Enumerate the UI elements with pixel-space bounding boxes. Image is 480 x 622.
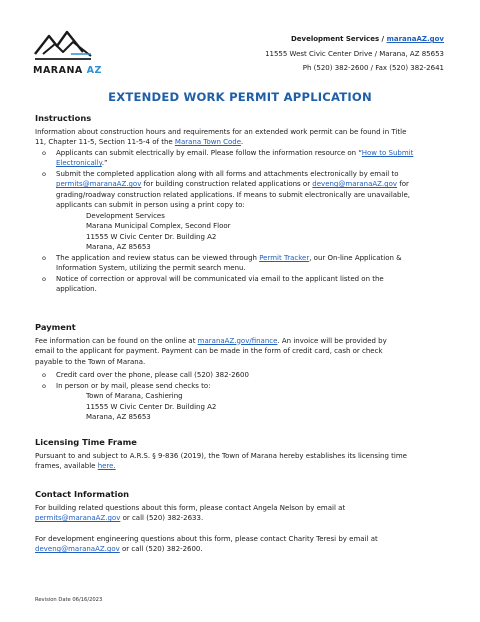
instructions-heading: Instructions [35, 113, 92, 123]
marana-logo [33, 28, 102, 80]
cashiering-address [56, 391, 445, 423]
item-text: Information System, utilizing the permit search menu. [56, 264, 246, 272]
item-text: for [397, 180, 409, 188]
deveng-email-link[interactable]: deveng@maranaAZ.gov [35, 545, 120, 553]
how-to-submit-link-cont[interactable]: Electronically [56, 159, 102, 167]
document-title: EXTENDED WORK PERMIT APPLICATION [108, 90, 372, 104]
licensing-heading: Licensing Time Frame [35, 437, 137, 447]
revision-date: Revision Date 06/16/2023 [35, 597, 103, 603]
dept-line [265, 32, 444, 47]
contact-text: For development engineering questions about this form, please contact Charity Teresi by email at [35, 534, 378, 543]
contact-text: For building related questions about this form, please contact Angela Nelson by email at [35, 503, 346, 512]
payment-section [35, 322, 445, 423]
address-line: 11555 W Civic Center Dr. Building A2 [86, 232, 217, 241]
list-item [35, 253, 445, 274]
item-text-end: .” [101, 159, 108, 167]
item-text: The application and review status can be viewed through [56, 253, 260, 262]
item-text: Credit card over the phone, please call (520) 382-2600 [56, 371, 249, 379]
item-text: Submit the completed application along with all forms and attachments electronically by email to [56, 169, 399, 178]
intro-end: . [241, 138, 244, 146]
bullet-icon: o [42, 371, 46, 379]
here-link[interactable]: here. [97, 462, 116, 470]
address-line: Town of Marana, Cashiering [86, 392, 183, 400]
list-item [35, 274, 445, 295]
contact-text: or call (520) 382-2600. [119, 545, 203, 553]
intro-text: 11, Chapter 11-5, Section 11-5-4 of the [35, 138, 175, 146]
bullet-icon: o [42, 253, 46, 262]
website-link[interactable]: maranaAZ.gov [386, 35, 444, 43]
bullet-icon: o [42, 274, 46, 283]
deveng-email-link[interactable]: deveng@maranaAZ.gov [312, 180, 398, 188]
address-line: Development Services [86, 211, 165, 220]
bullet-icon: o [42, 169, 46, 178]
permits-email-link[interactable]: permits@maranaAZ.gov [35, 514, 121, 522]
item-text: application. [56, 285, 97, 293]
payment-text: payable to the Town of Marana. [35, 357, 146, 366]
contact-heading: Contact Information [35, 489, 130, 499]
licensing-text: frames, available [35, 462, 98, 470]
bullet-icon: o [42, 381, 46, 390]
header-contact [265, 32, 444, 76]
logo-wordmark [33, 65, 102, 76]
instructions-section [35, 113, 445, 295]
logo-name: MARANA [33, 65, 83, 76]
dept-label: Development Services / [290, 35, 385, 43]
mailing-address [56, 211, 445, 253]
address-line: 11555 W Civic Center Dr. Building A2 [86, 402, 217, 411]
item-text: for building construction related applications or [141, 180, 313, 188]
list-item [35, 169, 445, 253]
payment-text: . An invoice will be provided by [277, 336, 387, 345]
bullet-icon: o [42, 148, 46, 157]
payment-text: email to the applicant for payment. Payment can be made in the form of credit card, cash or check [35, 347, 383, 355]
header-phone: Ph (520) 382-2600 / Fax (520) 382-2641 [302, 64, 444, 72]
permit-tracker-link[interactable]: Permit Tracker [259, 253, 310, 262]
list-item [35, 148, 445, 169]
item-text: applicants can submit in person using a print copy to: [56, 201, 245, 209]
logo-az: AZ [86, 65, 102, 76]
item-text: In person or by mail, please send checks to: [56, 381, 211, 390]
instructions-intro [35, 127, 445, 148]
licensing-section [35, 437, 445, 472]
permits-email-link[interactable]: permits@maranaAZ.gov [56, 180, 142, 188]
finance-link[interactable]: maranaAZ.gov/finance [197, 336, 278, 345]
address-line: Marana Municipal Complex, Second Floor [86, 222, 231, 230]
item-text: Notice of correction or approval will be communicated via email to the applicant listed on the [56, 274, 384, 283]
item-text: , our On-line Application & [309, 253, 402, 262]
header-address: 11555 West Civic Center Drive / Marana, AZ 85653 [265, 49, 444, 58]
spacer [35, 524, 445, 534]
contact-text: or call (520) 382-2633. [120, 514, 204, 522]
address-line: Marana, AZ 85653 [86, 413, 151, 421]
list-item [35, 381, 445, 423]
contact-section [35, 489, 445, 555]
town-code-link[interactable]: Marana Town Code [174, 138, 242, 146]
payment-heading: Payment [35, 322, 76, 332]
address-line: Marana, AZ 85653 [86, 243, 151, 251]
list-item [35, 370, 445, 381]
licensing-text: Pursuant to and subject to A.R.S. § 9-836 (2019), the Town of Marana hereby establishes its licensing time [35, 451, 407, 460]
payment-text: Fee information can be found on the online at [35, 336, 198, 345]
item-text: grading/roadway construction related applications. If means to submit electronically are unavailable, [56, 190, 410, 199]
intro-line-2 [35, 137, 445, 148]
how-to-submit-link[interactable]: How to Submit [361, 148, 414, 157]
mountain-logo-icon [33, 28, 95, 64]
item-text: Applicants can submit electrically by email. Please follow the information resource on “ [56, 148, 362, 157]
intro-line-1: Information about construction hours and requirements for an extended work permit can be found in Title [35, 127, 407, 136]
